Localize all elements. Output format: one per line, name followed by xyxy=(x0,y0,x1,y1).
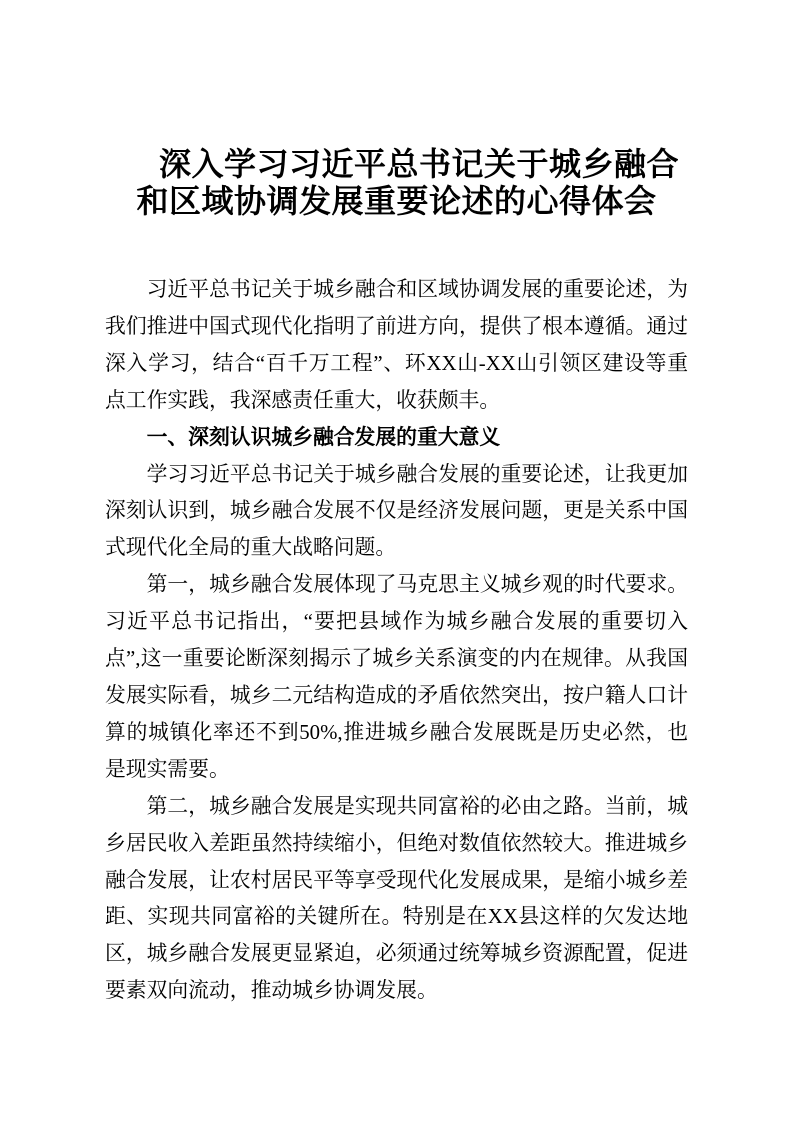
document-title xyxy=(105,146,688,220)
section-1-paragraph-3: 第二，城乡融合发展是实现共同富裕的必由之路。当前，城乡居民收入差距虽然持续缩小，但绝对数值依然较大。推进城乡融合发展，让农村居民平等享受现代化发展成果，是缩小城乡差距、实现共同富裕的关键所在。特别是在XX县这样的欠发达地区，城乡融合发展更显紧迫，必须通过统筹城乡资源配置，促进要素双向流动，推动城乡协调发展。 xyxy=(105,794,688,1003)
section-1-heading: 一、深刻认识城乡融合发展的重大意义 xyxy=(146,425,501,449)
title-line-1: 深入学习习近平总书记关于城乡融合 xyxy=(158,146,679,182)
section-1-paragraph-1: 学习习近平总书记关于城乡融合发展的重要论述，让我更加深刻认识到，城乡融合发展不仅是经济发展问题，更是关系中国式现代化全局的重大战略问题。 xyxy=(105,462,688,560)
title-line-2: 和区域协调发展重要论述的心得体会 xyxy=(136,183,657,219)
intro-paragraph: 习近平总书记关于城乡融合和区域协调发展的重要论述，为我们推进中国式现代化指明了前进方向，提供了根本遵循。通过深入学习，结合“百千万工程”、环XX山-XX山引领区建设等重点工作实践，我深感责任重大，收获颇丰。 xyxy=(105,278,688,412)
section-1-paragraph-2: 第一，城乡融合发展体现了马克思主义城乡观的时代要求。习近平总书记指出，“要把县域作为城乡融合发展的重要切入点”,这一重要论断深刻揭示了城乡关系演变的内在规律。从我国发展实际看，城乡二元结构造成的矛盾依然突出，按户籍人口计算的城镇化率还不到50%,推进城乡融合发展既是历史必然，也是现实需要。 xyxy=(105,573,688,781)
document-body xyxy=(105,272,688,1010)
